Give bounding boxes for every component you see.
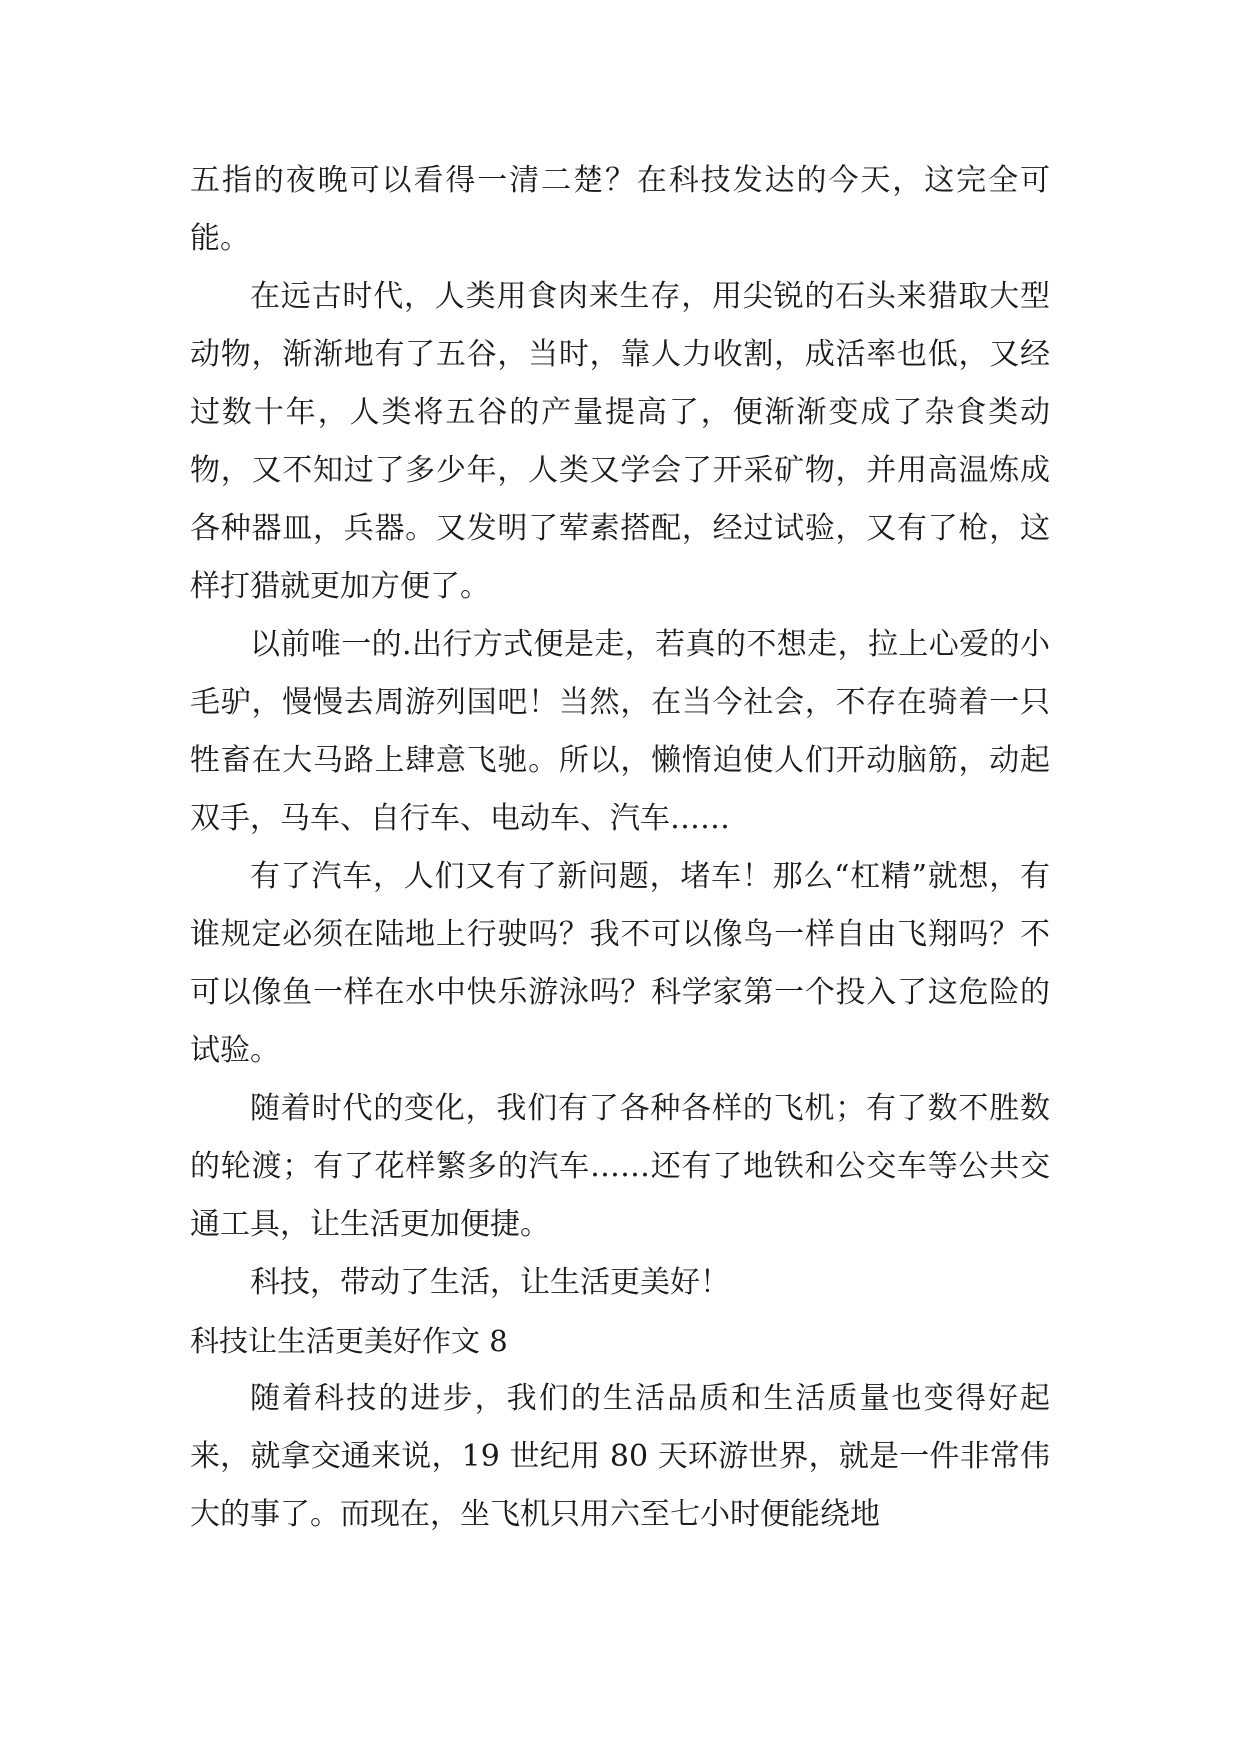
paragraph-ancient-times: 在远古时代，人类用食肉来生存，用尖锐的石头来猎取大型动物，渐渐地有了五谷，当时，靠人力收割，成活率也低，又经过数十年，人类将五谷的产量提高了，便渐渐变成了杂食类动物，又不知过了多少年，人类又学会了开采矿物，并用高温炼成各种器皿，兵器。又发明了荤素搭配，经过试验，又有了枪，这样打猎就更加方便了。 — [190, 279, 1050, 604]
document-body — [190, 152, 1050, 1544]
paragraph-continuation: 五指的夜晚可以看得一清二楚？在科技发达的今天，这完全可能。 — [190, 163, 1050, 256]
paragraph-tech-progress: 随着科技的进步，我们的生活品质和生活质量也变得好起来，就拿交通来说，19 世纪用 80 天环游世界，就是一件非常伟大的事了。而现在，坐飞机只用六至七小时便能绕地 — [190, 1381, 1050, 1532]
paragraph-era-changes: 随着时代的变化，我们有了各种各样的飞机；有了数不胜数的轮渡；有了花样繁多的汽车……还有了地铁和公交车等公共交通工具，让生活更加便捷。 — [190, 1091, 1050, 1242]
paragraph-travel-methods: 以前唯一的.出行方式便是走，若真的不想走，拉上心爱的小毛驴，慢慢去周游列国吧！当然，在当今社会，不存在骑着一只牲畜在大马路上肆意飞驰。所以，懒惰迫使人们开动脑筋，动起双手，马车、自行车、电动车、汽车…… — [190, 627, 1050, 836]
section-heading: 科技让生活更美好作文 8 — [190, 1324, 508, 1358]
paragraph-conclusion: 科技，带动了生活，让生活更美好！ — [250, 1265, 730, 1300]
paragraph-traffic-jam: 有了汽车，人们又有了新问题，堵车！那么“杠精”就想，有谁规定必须在陆地上行驶吗？我不可以像鸟一样自由飞翔吗？不可以像鱼一样在水中快乐游泳吗？科学家第一个投入了这危险的试验。 — [190, 859, 1050, 1068]
